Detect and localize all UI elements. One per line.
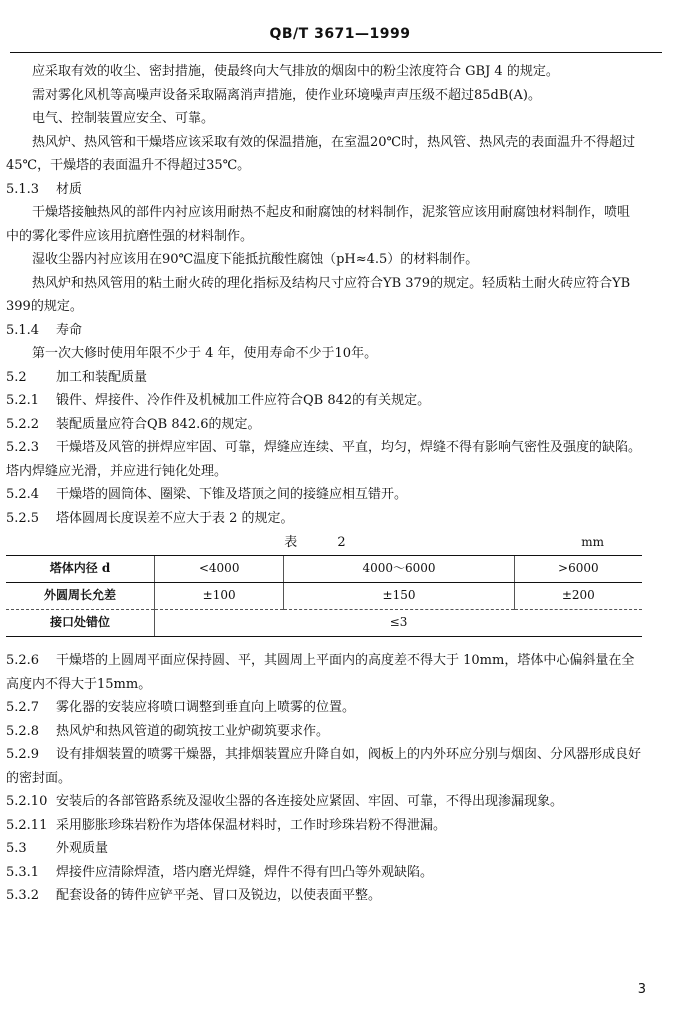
clause-text: 材质 bbox=[56, 181, 83, 197]
clause-text: 干燥塔及风管的拼焊应牢固、可靠，焊缝应连续、平直，均匀，焊缝不得有影响气密性及强度的缺陷。塔内焊缝应光滑，并应进行钝化处理。 bbox=[6, 440, 642, 479]
clause bbox=[6, 483, 642, 507]
clause-number: 5.2.1 bbox=[6, 393, 40, 408]
paragraph: 需对雾化风机等高噪声设备采取隔离消声措施，使作业环境噪声声压级不超过85dB(A)。 bbox=[32, 87, 541, 103]
clause bbox=[6, 649, 642, 696]
clause bbox=[6, 413, 642, 437]
clause-text: 外观质量 bbox=[56, 841, 109, 856]
clause-number: 5.2.9 bbox=[6, 747, 40, 762]
table-cell: >6000 bbox=[514, 556, 642, 583]
table-cell: 塔体内径 d bbox=[6, 556, 155, 583]
clause bbox=[6, 790, 642, 814]
clause bbox=[6, 743, 642, 790]
clause-text: 寿命 bbox=[56, 322, 83, 338]
table-cell: 外圆周长允差 bbox=[6, 583, 155, 610]
clause-number: 5.2.11 bbox=[6, 817, 48, 833]
clause-number: 5.3 bbox=[6, 841, 27, 856]
clause-text: 干燥塔的上圆周平面应保持圆、平，其圆周上平面内的高度差不得大于 10mm，塔体中心偏斜量在全高度内不得大于15mm。 bbox=[6, 653, 635, 692]
table-cell: ±150 bbox=[284, 583, 514, 610]
clause bbox=[6, 389, 642, 413]
table-cell: ≤3 bbox=[155, 610, 643, 637]
clause-text: 加工和装配质量 bbox=[56, 369, 148, 385]
paragraph: 干燥塔接触热风的部件内衬应该用耐热不起皮和耐腐蚀的材料制作，泥浆管应该用耐腐蚀材料制作，喷咀中的雾化零件应该用抗磨性强的材料制作。 bbox=[6, 205, 631, 244]
clause bbox=[6, 507, 642, 531]
clause bbox=[6, 837, 642, 861]
clause-number: 5.3.2 bbox=[6, 888, 40, 903]
table-row bbox=[6, 556, 642, 583]
body-text bbox=[6, 60, 642, 908]
clause bbox=[6, 814, 642, 838]
clause-number: 5.2.3 bbox=[6, 440, 40, 455]
clause-number: 5.2.2 bbox=[6, 416, 40, 432]
table-row bbox=[6, 610, 642, 637]
clause-number: 5.2.4 bbox=[6, 487, 40, 502]
clause-number: 5.3.1 bbox=[6, 864, 40, 880]
clause bbox=[6, 178, 642, 202]
text-block-after-table bbox=[6, 649, 642, 908]
clause-text: 采用膨胀珍珠岩粉作为塔体保温材料时，工作时珍珠岩粉不得泄漏。 bbox=[56, 817, 447, 833]
table-unit: mm bbox=[581, 535, 604, 549]
header-rule bbox=[10, 52, 662, 53]
clause-text: 安装后的各部管路系统及湿收尘器的各连接处应紧固、牢固、可靠，不得出现渗漏现象。 bbox=[56, 794, 564, 809]
table-cell: 4000～6000 bbox=[284, 556, 514, 583]
paragraph: 热风炉、热风管和干燥塔应该采取有效的保温措施，在室温20℃时，热风管、热风壳的表面温升不得超过45℃，干燥塔的表面温升不得超过35℃。 bbox=[6, 134, 636, 173]
paragraph: 电气、控制装置应安全、可靠。 bbox=[32, 111, 215, 126]
clause-number: 5.2.5 bbox=[6, 510, 40, 526]
clause bbox=[6, 366, 642, 390]
clause-text: 塔体圆周长度误差不应大于表 2 的规定。 bbox=[56, 510, 294, 526]
table-cell: ±100 bbox=[155, 583, 284, 610]
clause bbox=[6, 861, 642, 885]
paragraph: 第一次大修时使用年限不少于 4 年，使用寿命不少于10年。 bbox=[32, 346, 378, 361]
tolerance-table bbox=[6, 555, 642, 637]
clause-number: 5.2.10 bbox=[6, 794, 48, 809]
clause-number: 5.1.3 bbox=[6, 181, 40, 197]
clause-text: 配套设备的铸件应铲平尧、冒口及锐边，以使表面平整。 bbox=[56, 888, 382, 903]
clause bbox=[6, 436, 642, 483]
table-caption bbox=[6, 531, 642, 555]
clause-text: 热风炉和热风管道的砌筑按工业炉砌筑要求作。 bbox=[56, 723, 330, 739]
clause bbox=[6, 720, 642, 744]
table-row bbox=[6, 583, 642, 610]
table-cell: <4000 bbox=[155, 556, 284, 583]
clause-number: 5.2 bbox=[6, 369, 27, 385]
clause bbox=[6, 319, 642, 343]
paragraph: 热风炉和热风管用的粘土耐火砖的理化指标及结构尺寸应符合YB 379的规定。轻质粘土耐火砖应符合YB 399的规定。 bbox=[6, 275, 631, 314]
table-cell: 接口处错位 bbox=[6, 610, 155, 637]
text-block-before-table bbox=[6, 60, 642, 530]
clause bbox=[6, 884, 642, 908]
table-title: 表 2 bbox=[284, 535, 364, 550]
clause-text: 雾化器的安装应将喷口调整到垂直向上喷雾的位置。 bbox=[56, 700, 356, 715]
clause-text: 焊接件应清除焊渣，塔内磨光焊缝，焊件不得有凹凸等外观缺陷。 bbox=[56, 864, 434, 880]
clause-number: 5.1.4 bbox=[6, 322, 40, 338]
table-cell: ±200 bbox=[514, 583, 642, 610]
clause bbox=[6, 696, 642, 720]
page-number: 3 bbox=[637, 982, 646, 997]
standard-code-header: QB/T 3671—1999 bbox=[269, 26, 411, 42]
clause-text: 干燥塔的圆筒体、圈梁、下锥及塔顶之间的接缝应相互错开。 bbox=[56, 487, 408, 502]
clause-text: 装配质量应符合QB 842.6的规定。 bbox=[56, 416, 261, 432]
paragraph: 应采取有效的收尘、密封措施，使最终向大气排放的烟囱中的粉尘浓度符合 GBJ 4 的规定。 bbox=[32, 64, 559, 79]
clause-number: 5.2.6 bbox=[6, 653, 40, 668]
clause-number: 5.2.8 bbox=[6, 723, 40, 739]
clause-number: 5.2.7 bbox=[6, 700, 40, 715]
clause-text: 设有排烟装置的喷雾干燥器，其排烟装置应升降自如，阀板上的内外环应分别与烟囱、分风器形成良好的密封面。 bbox=[6, 747, 642, 786]
clause-text: 锻件、焊接件、冷作件及机械加工件应符合QB 842的有关规定。 bbox=[56, 393, 431, 408]
paragraph: 湿收尘器内衬应该用在90℃温度下能抵抗酸性腐蚀（pH≈4.5）的材料制作。 bbox=[32, 252, 479, 267]
